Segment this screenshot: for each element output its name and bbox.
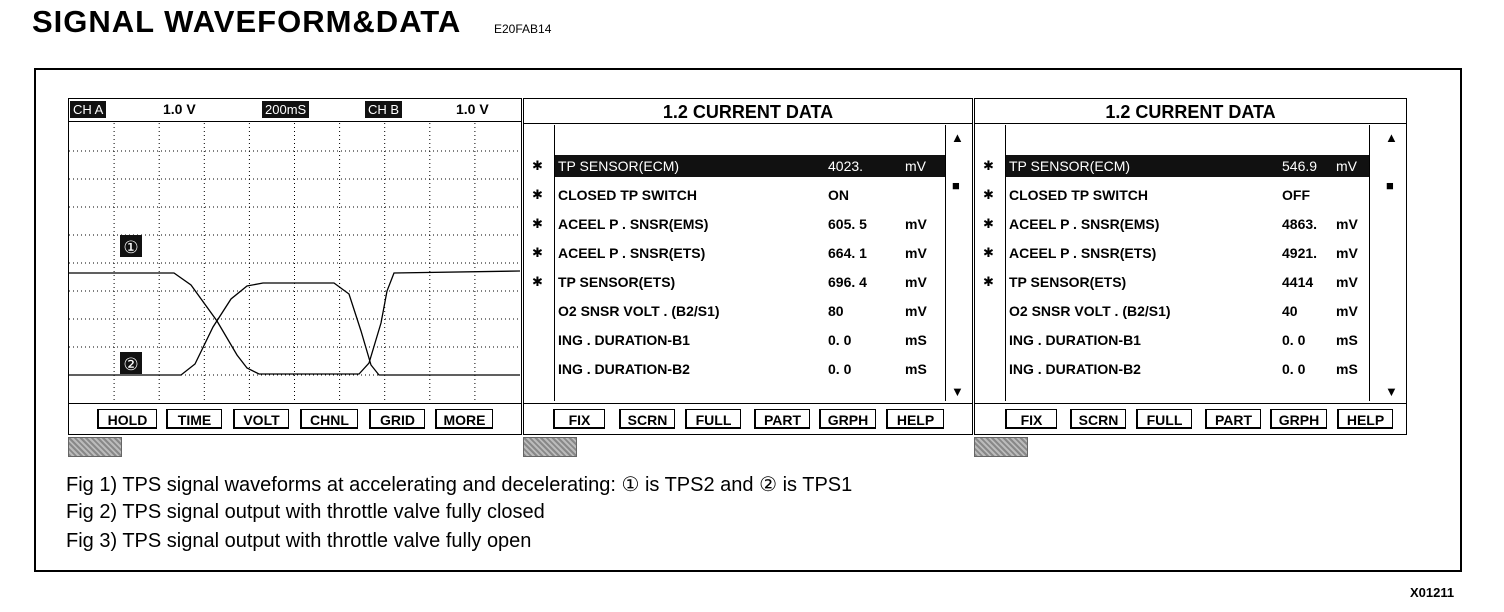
data-row[interactable]	[1006, 358, 1369, 380]
data-row-unit: mV	[1336, 216, 1358, 232]
data-row[interactable]	[1006, 300, 1369, 322]
data-row[interactable]	[1006, 184, 1369, 206]
softkey-button[interactable]: FULL	[685, 409, 741, 429]
data-row-value: 696. 4	[828, 274, 867, 290]
fixed-star-icon: ✱	[983, 216, 994, 231]
data-row-value: 0. 0	[1282, 332, 1306, 348]
data-row-value: 4863.	[1282, 216, 1318, 232]
data-softkey-bar	[524, 403, 972, 434]
softkey-button[interactable]: FIX	[1005, 409, 1057, 429]
data-row-value: 4921.	[1282, 245, 1318, 261]
data-row-label: O2 SNSR VOLT . (B2/S1)	[1009, 303, 1171, 319]
data-row[interactable]	[555, 329, 945, 351]
fixed-star-icon: ✱	[532, 245, 543, 260]
data-row-label: ACEEL P . SNSR(EMS)	[1009, 216, 1160, 232]
data-row-label: CLOSED TP SWITCH	[558, 187, 697, 203]
data-row-label: ING . DURATION-B1	[558, 332, 690, 348]
data-row-value: 605. 5	[828, 216, 867, 232]
fixed-star-icon: ✱	[532, 187, 543, 202]
scroll-down-icon[interactable]: ▼	[951, 384, 964, 399]
data-row-unit: mS	[1336, 361, 1358, 377]
fixed-star-icon: ✱	[532, 158, 543, 173]
data-row-value: 4023.	[828, 158, 864, 174]
data-row-label: TP SENSOR(ECM)	[1009, 158, 1131, 174]
data-row-label: ACEEL P . SNSR(ETS)	[1009, 245, 1157, 261]
channel-b-tag[interactable]: CH B	[365, 101, 402, 118]
fixed-star-icon: ✱	[983, 187, 994, 202]
data-row-label: ACEEL P . SNSR(EMS)	[558, 216, 709, 232]
scope-header	[69, 99, 521, 122]
figure-code: X01211	[1410, 585, 1455, 600]
data-row-value: 664. 1	[828, 245, 867, 261]
data-list[interactable]	[1005, 125, 1370, 401]
data-row-unit: mV	[905, 245, 927, 261]
fixed-star-icon: ✱	[983, 158, 994, 173]
marker-2: ②	[123, 355, 139, 375]
data-row-label: TP SENSOR(ECM)	[558, 158, 680, 174]
caption-fig-3: Fig 3) TPS signal output with throttle valve fully open	[66, 530, 532, 552]
data-row-value: 0. 0	[828, 332, 852, 348]
data-row-value: 4414	[1282, 274, 1314, 290]
data-row-unit: mV	[1336, 274, 1358, 290]
data-row-unit: mV	[905, 216, 927, 232]
softkey-button[interactable]: PART	[754, 409, 810, 429]
waveform-display	[69, 123, 520, 403]
status-indicator	[974, 437, 1028, 457]
page-title: SIGNAL WAVEFORM&DATA	[32, 4, 462, 39]
data-row-value: 0. 0	[1282, 361, 1306, 377]
softkey-button[interactable]: HELP	[886, 409, 944, 429]
softkey-button[interactable]: FIX	[553, 409, 605, 429]
softkey-button[interactable]: GRID	[369, 409, 425, 429]
data-row[interactable]	[555, 213, 945, 235]
data-row-label: TP SENSOR(ETS)	[1009, 274, 1127, 290]
softkey-button[interactable]: VOLT	[233, 409, 289, 429]
channel-a-scale[interactable]: 1.0 V	[163, 101, 196, 117]
fixed-star-icon: ✱	[532, 274, 543, 289]
data-row[interactable]	[555, 271, 945, 293]
data-row-label: O2 SNSR VOLT . (B2/S1)	[558, 303, 720, 319]
data-row-label: ING . DURATION-B2	[558, 361, 690, 377]
data-row-value: ON	[828, 187, 849, 203]
softkey-button[interactable]: FULL	[1136, 409, 1192, 429]
page-code: E20FAB14	[494, 22, 552, 36]
data-row-unit: mV	[1336, 158, 1357, 174]
data-row-value: OFF	[1282, 187, 1310, 203]
data-row[interactable]	[555, 155, 945, 177]
data-row-unit: mV	[905, 158, 926, 174]
data-row-label: CLOSED TP SWITCH	[1009, 187, 1148, 203]
data-row-label: ING . DURATION-B1	[1009, 332, 1141, 348]
data-row-label: ACEEL P . SNSR(ETS)	[558, 245, 706, 261]
softkey-button[interactable]: CHNL	[300, 409, 358, 429]
scope-softkey-bar	[69, 403, 521, 434]
softkey-button[interactable]: SCRN	[619, 409, 675, 429]
data-panel-title: 1.2 CURRENT DATA	[524, 99, 972, 124]
status-indicator	[523, 437, 577, 457]
softkey-button[interactable]: TIME	[166, 409, 222, 429]
data-row-unit: mS	[1336, 332, 1358, 348]
data-row[interactable]	[1006, 155, 1369, 177]
data-row[interactable]	[555, 242, 945, 264]
status-indicator	[68, 437, 122, 457]
data-row[interactable]	[1006, 329, 1369, 351]
fixed-star-icon: ✱	[532, 216, 543, 231]
data-row[interactable]	[1006, 213, 1369, 235]
marker-1: ①	[123, 238, 139, 258]
scroll-up-icon[interactable]: ▲	[951, 130, 964, 145]
scroll-up-icon[interactable]: ▲	[1385, 130, 1398, 145]
softkey-button[interactable]: PART	[1205, 409, 1261, 429]
channel-b-scale[interactable]: 1.0 V	[456, 101, 489, 117]
data-row-value: 40	[1282, 303, 1298, 319]
oscilloscope-panel	[68, 98, 522, 435]
scroll-thumb-icon[interactable]: ■	[1386, 178, 1394, 193]
data-row[interactable]	[555, 358, 945, 380]
data-panel-title: 1.2 CURRENT DATA	[975, 99, 1406, 124]
softkey-button[interactable]: GRPH	[1270, 409, 1327, 429]
data-row-value: 546.9	[1282, 158, 1318, 174]
softkey-button[interactable]: SCRN	[1070, 409, 1126, 429]
data-row[interactable]	[555, 300, 945, 322]
data-row-unit: mS	[905, 332, 927, 348]
current-data-panel-closed	[523, 98, 973, 435]
data-row[interactable]	[555, 184, 945, 206]
data-row-unit: mS	[905, 361, 927, 377]
time-scale-tag[interactable]: 200mS	[262, 101, 309, 118]
softkey-button[interactable]: GRPH	[819, 409, 876, 429]
data-row-unit: mV	[905, 303, 927, 319]
caption-fig-1: Fig 1) TPS signal waveforms at accelerating and decelerating: ① is TPS2 and ② is TPS1	[66, 474, 853, 496]
channel-a-tag[interactable]: CH A	[70, 101, 106, 118]
data-row[interactable]	[1006, 271, 1369, 293]
data-row-unit: mV	[1336, 245, 1358, 261]
current-data-panel-open	[974, 98, 1407, 435]
data-row-unit: mV	[1336, 303, 1358, 319]
data-row-value: 0. 0	[828, 361, 852, 377]
softkey-button[interactable]: MORE	[435, 409, 493, 429]
data-softkey-bar	[975, 403, 1406, 434]
data-row-value: 80	[828, 303, 844, 319]
data-list[interactable]	[554, 125, 946, 401]
softkey-button[interactable]: HELP	[1337, 409, 1393, 429]
caption-fig-2: Fig 2) TPS signal output with throttle valve fully closed	[66, 501, 545, 523]
scroll-thumb-icon[interactable]: ■	[952, 178, 960, 193]
data-row-label: ING . DURATION-B2	[1009, 361, 1141, 377]
fixed-star-icon: ✱	[983, 245, 994, 260]
data-row-unit: mV	[905, 274, 927, 290]
scroll-down-icon[interactable]: ▼	[1385, 384, 1398, 399]
softkey-button[interactable]: HOLD	[97, 409, 157, 429]
data-row-label: TP SENSOR(ETS)	[558, 274, 676, 290]
data-row[interactable]	[1006, 242, 1369, 264]
fixed-star-icon: ✱	[983, 274, 994, 289]
